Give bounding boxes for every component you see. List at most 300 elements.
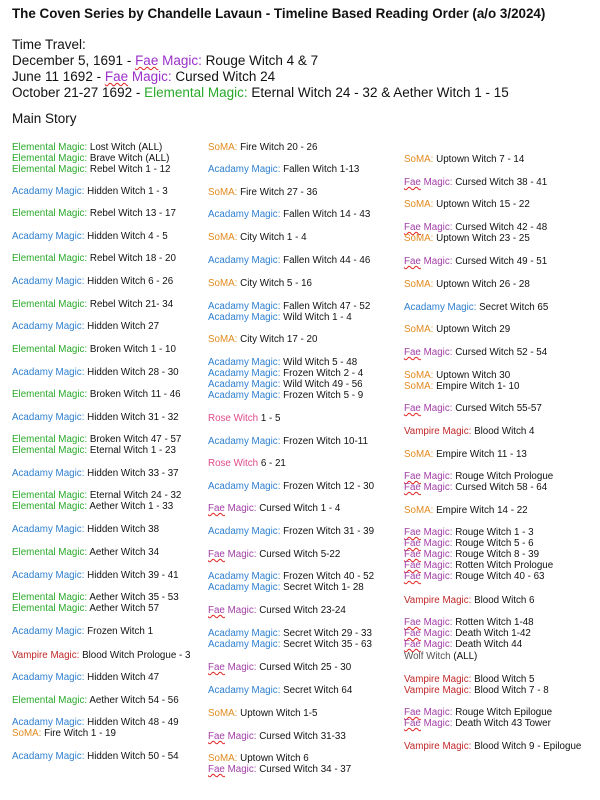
category-label: Acadamy Magic:	[12, 570, 85, 581]
category-label: Fae	[208, 549, 225, 560]
category-label: SoMA:	[404, 449, 434, 460]
reading-entry	[12, 231, 168, 243]
reading-entry	[12, 299, 173, 311]
category-label: SoMA:	[12, 728, 42, 739]
book-range: Hidden Witch 39 - 41	[84, 570, 179, 581]
reading-entry	[404, 685, 549, 697]
category-label: SoMA:	[404, 370, 434, 381]
category-label: SoMA:	[404, 199, 434, 210]
reading-entry	[208, 379, 363, 391]
book-range: Brave Witch (ALL)	[87, 153, 170, 164]
reading-entry	[404, 538, 534, 550]
category-label: SoMA:	[208, 187, 238, 198]
category-label: Acadamy Magic:	[12, 367, 85, 378]
book-range: Death Witch 44	[452, 639, 523, 650]
reading-entry	[12, 208, 176, 220]
category-label-suffix: Magic:	[420, 639, 453, 650]
book-range: Fallen Witch 44 - 46	[280, 255, 371, 266]
category-label: Acadamy Magic:	[12, 626, 85, 637]
book-range: Frozen Witch 5 - 9	[280, 390, 364, 401]
reading-entry	[404, 741, 581, 753]
category-label: Fae	[404, 527, 421, 538]
time-travel-category-suffix: Magic:	[158, 53, 202, 68]
book-range: Frozen Witch 2 - 4	[280, 368, 364, 379]
book-range: Blood Witch 4	[471, 426, 535, 437]
reading-entry	[404, 527, 534, 539]
book-range: Cursed Witch 23-24	[256, 605, 346, 616]
reading-entry	[12, 186, 168, 198]
reading-entry	[12, 344, 176, 356]
book-range: Lost Witch (ALL)	[87, 142, 163, 153]
book-range: Broken Witch 47 - 57	[87, 434, 182, 445]
book-range: Hidden Witch 31 - 32	[84, 412, 179, 423]
category-label: Fae	[404, 347, 421, 358]
reading-entry	[208, 301, 370, 313]
reading-entry	[208, 334, 317, 346]
book-range: City Witch 1 - 4	[237, 232, 307, 243]
category-label: Elemental Magic:	[12, 501, 88, 512]
category-label-suffix: Magic:	[420, 403, 453, 414]
reading-entry	[404, 154, 524, 166]
book-range: Fire Witch 27 - 36	[237, 187, 318, 198]
category-label-suffix: Magic:	[224, 662, 257, 673]
reading-entry	[208, 458, 286, 470]
category-label-suffix: Magic:	[420, 177, 453, 188]
book-range: Aether Witch 34	[87, 547, 160, 558]
book-range: Rotten Witch 1-48	[452, 617, 534, 628]
category-label-suffix: Magic:	[224, 605, 257, 616]
category-label: SoMA:	[208, 334, 238, 345]
book-range: Aether Witch 57	[87, 603, 160, 614]
reading-entry	[404, 426, 535, 438]
category-label: Fae	[404, 560, 421, 571]
book-range: Cursed Witch 42 - 48	[452, 222, 548, 233]
category-label: Elemental Magic:	[12, 253, 88, 264]
category-label-suffix: Magic:	[420, 347, 453, 358]
book-range: Rotten Witch Prologue	[452, 560, 554, 571]
book-range: Rouge Witch Prologue	[452, 471, 554, 482]
book-range: Broken Witch 11 - 46	[87, 389, 181, 400]
category-label: Fae	[404, 639, 421, 650]
reading-entry	[12, 468, 179, 480]
book-range: Uptown Witch 1-5	[237, 708, 318, 719]
reading-entry	[404, 718, 551, 730]
book-range: Hidden Witch 47	[84, 672, 160, 683]
reading-entry	[404, 651, 477, 663]
book-range: (ALL)	[450, 651, 478, 662]
category-label-suffix: Magic:	[420, 527, 453, 538]
category-label: Acadamy Magic:	[208, 639, 281, 650]
reading-entry	[404, 471, 553, 483]
book-range: Cursed Witch 49 - 51	[452, 256, 548, 267]
category-label: Acadamy Magic:	[12, 672, 85, 683]
book-range: Empire Witch 14 - 22	[433, 505, 528, 516]
book-range: Fallen Witch 1-13	[280, 164, 360, 175]
book-range: Cursed Witch 34 - 37	[256, 764, 352, 775]
category-label: Fae	[404, 718, 421, 729]
book-range: Wild Witch 49 - 56	[280, 379, 363, 390]
book-range: Frozen Witch 1	[84, 626, 154, 637]
category-label: Acadamy Magic:	[12, 468, 85, 479]
category-label: Acadamy Magic:	[208, 255, 281, 266]
reading-entry	[404, 674, 535, 686]
category-label: SoMA:	[208, 278, 238, 289]
book-range: Rouge Witch 5 - 6	[452, 538, 534, 549]
reading-entry	[404, 381, 519, 393]
book-range: Uptown Witch 15 - 22	[433, 199, 530, 210]
book-range: Hidden Witch 50 - 54	[84, 751, 179, 762]
category-label-suffix: Magic:	[420, 538, 453, 549]
category-label: Fae	[404, 538, 421, 549]
category-label: Rose Witch	[208, 413, 259, 424]
reading-entry	[12, 412, 179, 424]
category-label: Acadamy Magic:	[208, 390, 281, 401]
time-travel-date: December 5, 1691 -	[12, 53, 136, 68]
reading-entry	[208, 605, 346, 617]
book-range: Cursed Witch 31-33	[256, 731, 346, 742]
reading-entry	[404, 324, 510, 336]
category-label: Fae	[404, 707, 421, 718]
reading-entry	[404, 302, 548, 314]
book-range: Aether Witch 54 - 56	[87, 695, 179, 706]
book-range: Hidden Witch 6 - 26	[84, 276, 174, 287]
reading-entry	[208, 526, 374, 538]
category-label: Acadamy Magic:	[208, 209, 281, 220]
category-label: Acadamy Magic:	[12, 412, 85, 423]
category-label-suffix: Magic:	[224, 503, 257, 514]
category-label: Elemental Magic:	[12, 389, 88, 400]
category-label: Vampire Magic:	[404, 674, 472, 685]
category-label-suffix: Magic:	[420, 471, 453, 482]
book-range: Death Witch 1-42	[452, 628, 531, 639]
category-label: Fae	[404, 549, 421, 560]
reading-entry	[12, 276, 173, 288]
category-label: Elemental Magic:	[12, 603, 88, 614]
reading-entry	[12, 650, 190, 662]
category-label: Fae	[404, 617, 421, 628]
category-label: Fae	[404, 571, 421, 582]
time-travel-books: Cursed Witch 24	[171, 69, 276, 84]
book-range: Uptown Witch 30	[433, 370, 511, 381]
reading-entry	[12, 501, 173, 513]
book-range: Cursed Witch 25 - 30	[256, 662, 352, 673]
category-label: Vampire Magic:	[404, 595, 472, 606]
reading-entry	[404, 370, 510, 382]
category-label: Elemental Magic:	[12, 445, 88, 456]
category-label: Acadamy Magic:	[12, 717, 85, 728]
category-label: SoMA:	[404, 324, 434, 335]
book-range: Hidden Witch 1 - 3	[84, 186, 168, 197]
book-range: Aether Witch 1 - 33	[87, 501, 174, 512]
time-travel-category: Elemental Magic:	[144, 85, 248, 100]
reading-entry	[404, 222, 547, 234]
reading-entry	[12, 570, 179, 582]
category-label: Fae	[404, 256, 421, 267]
category-label: Acadamy Magic:	[208, 685, 281, 696]
book-range: Rouge Witch 8 - 39	[452, 549, 540, 560]
category-label: SoMA:	[404, 279, 434, 290]
category-label: SoMA:	[208, 753, 238, 764]
category-label: Fae	[208, 662, 225, 673]
category-label: SoMA:	[404, 233, 434, 244]
book-range: Hidden Witch 38	[84, 524, 160, 535]
reading-entry	[12, 728, 116, 740]
category-label: Fae	[404, 628, 421, 639]
main-story-heading: Main Story	[12, 111, 77, 126]
category-label: Fae	[208, 605, 225, 616]
category-label: Acadamy Magic:	[404, 302, 477, 313]
category-label-suffix: Magic:	[420, 718, 453, 729]
book-range: 1 - 5	[258, 413, 281, 424]
category-label: Fae	[208, 503, 225, 514]
time-travel-books: Rouge Witch 4 & 7	[201, 53, 319, 68]
category-label: Acadamy Magic:	[208, 481, 281, 492]
category-label: Acadamy Magic:	[208, 526, 281, 537]
reading-entry	[208, 413, 280, 425]
book-range: Rebel Witch 1 - 12	[87, 164, 171, 175]
category-label: Acadamy Magic:	[12, 524, 85, 535]
reading-entry	[208, 753, 309, 765]
book-range: Empire Witch 11 - 13	[433, 449, 527, 460]
reading-entry	[12, 672, 159, 684]
reading-entry	[12, 547, 159, 559]
reading-entry	[208, 731, 346, 743]
reading-entry	[12, 717, 179, 729]
book-range: Cursed Witch 1 - 4	[256, 503, 341, 514]
reading-entry	[404, 233, 530, 245]
page-title: The Coven Series by Chandelle Lavaun - Timeline Based Reading Order (a/o 3/2024)	[12, 6, 546, 21]
book-range: Eternal Witch 24 - 32	[87, 490, 182, 501]
book-range: Secret Witch 64	[280, 685, 353, 696]
category-label: Acadamy Magic:	[208, 379, 281, 390]
book-range: Fire Witch 1 - 19	[41, 728, 116, 739]
time-travel-books: Eternal Witch 24 - 32 & Aether Witch 1 - 15	[247, 85, 509, 100]
reading-entry	[404, 482, 547, 494]
category-label: Elemental Magic:	[12, 164, 88, 175]
category-label: Vampire Magic:	[12, 650, 80, 661]
category-label: Fae	[404, 403, 421, 414]
reading-entry	[208, 368, 363, 380]
reading-entry	[404, 199, 530, 211]
reading-entry	[404, 560, 553, 572]
book-range: Uptown Witch 6	[237, 753, 309, 764]
category-label-suffix: Magic:	[224, 549, 257, 560]
reading-entry	[404, 347, 547, 359]
book-range: Death Witch 43 Tower	[452, 718, 551, 729]
book-range: Frozen Witch 10-11	[280, 436, 368, 447]
category-label: Elemental Magic:	[12, 695, 88, 706]
book-range: Rebel Witch 21- 34	[87, 299, 174, 310]
category-label: Elemental Magic:	[12, 592, 88, 603]
reading-entry	[208, 685, 352, 697]
reading-entry	[12, 142, 162, 154]
book-range: Broken Witch 1 - 10	[87, 344, 176, 355]
book-range: Uptown Witch 26 - 28	[433, 279, 530, 290]
book-range: Eternal Witch 1 - 23	[87, 445, 176, 456]
book-range: Secret Witch 65	[476, 302, 549, 313]
time-travel-line	[12, 53, 318, 68]
reading-entry	[208, 571, 374, 583]
category-label: Elemental Magic:	[12, 344, 88, 355]
category-label: SoMA:	[404, 154, 434, 165]
time-travel-category: Fae	[135, 53, 159, 68]
category-label: SoMA:	[208, 142, 238, 153]
category-label: SoMA:	[404, 505, 434, 516]
category-label: Elemental Magic:	[12, 547, 88, 558]
category-label: Acadamy Magic:	[208, 301, 281, 312]
book-range: Wild Witch 5 - 48	[280, 357, 358, 368]
reading-entry	[208, 481, 374, 493]
reading-entry	[208, 312, 352, 324]
category-label: Fae	[404, 471, 421, 482]
reading-entry	[208, 187, 317, 199]
reading-entry	[404, 628, 531, 640]
category-label: Elemental Magic:	[12, 490, 88, 501]
category-label-suffix: Magic:	[224, 731, 257, 742]
book-range: Cursed Witch 38 - 41	[452, 177, 548, 188]
category-label: Fae	[208, 764, 225, 775]
book-range: Frozen Witch 40 - 52	[280, 571, 375, 582]
reading-entry	[404, 177, 547, 189]
category-label: Elemental Magic:	[12, 153, 88, 164]
book-range: Cursed Witch 5-22	[256, 549, 341, 560]
category-label: Fae	[208, 731, 225, 742]
time-travel-line	[12, 85, 509, 100]
book-range: Cursed Witch 52 - 54	[452, 347, 548, 358]
reading-entry	[208, 390, 363, 402]
reading-entry	[208, 164, 359, 176]
category-label: Vampire Magic:	[404, 426, 472, 437]
reading-entry	[404, 707, 552, 719]
category-label: Fae	[404, 177, 421, 188]
category-label: Wolf Witch	[404, 651, 451, 662]
reading-entry	[208, 764, 351, 776]
reading-entry	[404, 403, 542, 415]
book-range: City Witch 17 - 20	[237, 334, 318, 345]
category-label: Rose Witch	[208, 458, 259, 469]
book-range: Frozen Witch 12 - 30	[280, 481, 375, 492]
time-travel-date: June 11 1692 -	[12, 69, 105, 84]
book-range: Aether Witch 35 - 53	[87, 592, 179, 603]
category-label-suffix: Magic:	[420, 571, 453, 582]
reading-entry	[404, 449, 527, 461]
reading-entry	[208, 662, 351, 674]
reading-entry	[404, 256, 547, 268]
reading-entry	[208, 549, 340, 561]
category-label: Fae	[404, 482, 421, 493]
book-range: Rouge Witch 40 - 63	[452, 571, 545, 582]
reading-entry	[12, 592, 179, 604]
category-label-suffix: Magic:	[420, 482, 453, 493]
reading-entry	[12, 164, 170, 176]
category-label: Fae	[404, 222, 421, 233]
category-label: Vampire Magic:	[404, 741, 472, 752]
reading-entry	[12, 603, 159, 615]
category-label: Elemental Magic:	[12, 208, 88, 219]
reading-entry	[12, 253, 176, 265]
reading-entry	[12, 695, 179, 707]
reading-entry	[208, 436, 368, 448]
reading-entry	[208, 255, 370, 267]
category-label-suffix: Magic:	[420, 707, 453, 718]
category-label: Acadamy Magic:	[208, 312, 281, 323]
category-label: SoMA:	[208, 232, 238, 243]
reading-entry	[208, 142, 317, 154]
reading-entry	[208, 503, 340, 515]
book-range: Cursed Witch 55-57	[452, 403, 542, 414]
reading-entry	[12, 434, 181, 446]
reading-entry	[12, 321, 159, 333]
book-range: Empire Witch 1- 10	[433, 381, 520, 392]
book-range: 6 - 21	[258, 458, 286, 469]
reading-entry	[404, 617, 534, 629]
book-range: Rouge Witch Epilogue	[452, 707, 553, 718]
book-range: Uptown Witch 29	[433, 324, 511, 335]
reading-entry	[208, 232, 307, 244]
category-label: Elemental Magic:	[12, 434, 88, 445]
category-label: Acadamy Magic:	[12, 321, 85, 332]
reading-entry	[208, 708, 317, 720]
category-label-suffix: Magic:	[420, 560, 453, 571]
time-travel-category: Fae	[104, 69, 129, 84]
reading-entry	[404, 505, 528, 517]
book-range: City Witch 5 - 16	[237, 278, 312, 289]
category-label: Acadamy Magic:	[12, 276, 85, 287]
book-range: Rouge Witch 1 - 3	[452, 527, 534, 538]
reading-entry	[12, 490, 181, 502]
category-label-suffix: Magic:	[420, 628, 453, 639]
book-range: Secret Witch 29 - 33	[280, 628, 372, 639]
category-label: Vampire Magic:	[404, 685, 472, 696]
book-range: Hidden Witch 4 - 5	[84, 231, 168, 242]
book-range: Blood Witch 5	[471, 674, 535, 685]
reading-entry	[12, 445, 176, 457]
book-range: Hidden Witch 27	[84, 321, 160, 332]
reading-entry	[208, 639, 372, 651]
book-range: Uptown Witch 7 - 14	[433, 154, 525, 165]
category-label-suffix: Magic:	[420, 549, 453, 560]
reading-entry	[208, 278, 312, 290]
reading-entry	[12, 626, 153, 638]
category-label: Acadamy Magic:	[208, 357, 281, 368]
book-range: Secret Witch 1- 28	[280, 582, 364, 593]
reading-entry	[404, 639, 522, 651]
reading-entry	[12, 153, 169, 165]
category-label: Acadamy Magic:	[208, 368, 281, 379]
book-range: Hidden Witch 28 - 30	[84, 367, 179, 378]
category-label: Acadamy Magic:	[208, 164, 281, 175]
time-travel-date: October 21-27 1692 -	[12, 85, 145, 100]
reading-entry	[208, 209, 370, 221]
book-range: Cursed Witch 58 - 64	[452, 482, 548, 493]
book-range: Wild Witch 1 - 4	[280, 312, 352, 323]
category-label-suffix: Magic:	[420, 256, 453, 267]
book-range: Hidden Witch 48 - 49	[84, 717, 179, 728]
book-range: Hidden Witch 33 - 37	[84, 468, 179, 479]
time-travel-heading: Time Travel:	[12, 37, 86, 52]
book-range: Blood Witch 9 - Epilogue	[471, 741, 582, 752]
book-range: Uptown Witch 23 - 25	[433, 233, 530, 244]
category-label: Acadamy Magic:	[12, 186, 85, 197]
category-label: SoMA:	[404, 381, 434, 392]
time-travel-line	[12, 69, 275, 84]
category-label-suffix: Magic:	[224, 764, 257, 775]
category-label: Acadamy Magic:	[208, 582, 281, 593]
reading-entry	[12, 389, 181, 401]
reading-entry	[404, 595, 535, 607]
book-range: Blood Witch 6	[471, 595, 535, 606]
book-range: Blood Witch Prologue - 3	[79, 650, 191, 661]
